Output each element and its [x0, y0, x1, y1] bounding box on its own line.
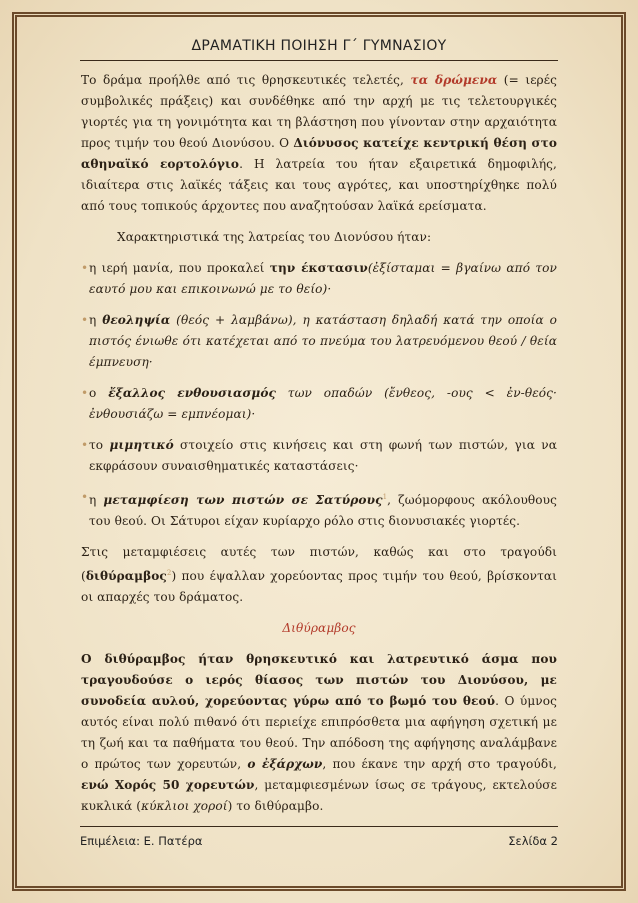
page-number: Σελίδα 2 [508, 834, 558, 848]
list-item: • η μεταμφίεση των πιστών σε Σατύρους$^1$, ζωόμορφους ακόλουθους του θεού. Οι Σάτυροι είχαν κυρίαρχο ρόλο στις διονυσιακές γιορτές. [81, 487, 557, 532]
dithyramb-paragraph: Στις μεταμφιέσεις αυτές των πιστών, καθώς και στο τραγούδι (διθύραμβος$^2$) που έψαλλαν χορεύοντας προς τιμήν του θεού, βρίσκονται οι απαρχές του δράματος. [81, 545, 557, 605]
footnote-ref: 2 [166, 569, 172, 578]
list-item: • το μιμητικό στοιχείο στις κινήσεις και στη φωνή των πιστών, για να εκφράσουν συναισθηματικές καταστάσεις· [81, 435, 557, 477]
features-intro: Χαρακτηριστικά της λατρείας του Διονύσου ήταν: [117, 230, 432, 244]
page-footer [80, 834, 558, 848]
bullet-icon: • [81, 438, 89, 452]
bullet-icon: • [81, 386, 89, 400]
section-title: Διθύραμβος [282, 621, 356, 636]
bullet-icon: • [81, 313, 89, 327]
footer-author: Επιμέλεια: Ε. Πατέρα [80, 834, 203, 848]
page-content [81, 70, 557, 817]
page-header-title: ΔΡΑΜΑΤΙΚΗ ΠΟΙΗΣΗ Γ΄ ΓΥΜΝΑΣΙΟΥ [191, 38, 447, 54]
bullet-icon: • [81, 490, 89, 504]
dithyramb-definition: Ο διθύραμβος ήταν θρησκευτικό και λατρευτικό άσμα που τραγουδούσε ο ιερός θίασος των πιστών του Διονύσου, με συνοδεία αυλού, χορεύοντας γύρω από το βωμό του θεού. Ο ύμνος αυτός είναι πολύ πιθανό ότι περιείχε επιπρόσθετα μια αφήγηση σχετική με τη ζωή και τα παθήματα του θεού. Την απόδοση της αφήγησης αναλάμβανε ο πρώτος των χορευτών, ο ἐξάρχων, που έκανε την αρχή στο τραγούδι, ενώ Χορός 50 χορευτών, μεταμφιεσμένων ίσως σε τράγους, εκτελούσε κυκλικά (κύκλιοι χοροί) το διθύραμβο. [81, 652, 557, 814]
footnote-ref: 1 [382, 493, 388, 501]
intro-paragraph: Το δράμα προήλθε από τις θρησκευτικές τελετές, τα δρώμενα (= ιερές συμβολικές πράξεις) και συνδέθηκε από την αρχή με τις τελετουργικές γιορτές για τη γονιμότητα και τη βλάστηση που γίνονταν στην αρχαιότητα προς τιμήν του θεού Διονύσου. Ο Διόνυσος κατείχε κεντρική θέση στο αθηναϊκό εορτολόγιο. Η λατρεία του ήταν εξαιρετικά δημοφιλής, ιδιαίτερα στις λαϊκές τάξεις και τους αγρότες, και υποστηρίχθηκε πολύ από τους τοπικούς άρχοντες που αναζητούσαν λαϊκά ερείσματα. [81, 73, 558, 213]
list-item: • η θεοληψία (θεός + λαμβάνω), η κατάσταση δηλαδή κατά την οποία ο πιστός ένιωθε ότι κατέχεται από το πνεύμα του λατρευόμενου θεού / θεία έμπνευση· [81, 310, 557, 373]
list-item: • η ιερή μανία, που προκαλεί την έκστασιν(ἐξίσταμαι = βγαίνω από τον εαυτό μου και επικοινωνώ με το θείο)· [81, 258, 557, 300]
bullet-icon: • [81, 261, 89, 275]
list-item: • ο ἔξαλλος ενθουσιασμός των οπαδών (ἔνθεος, -ους < ἐν-θεός· ἐνθουσιάζω = εμπνέομαι)· [81, 383, 557, 425]
footer-divider [80, 826, 558, 827]
header-divider [80, 60, 558, 61]
